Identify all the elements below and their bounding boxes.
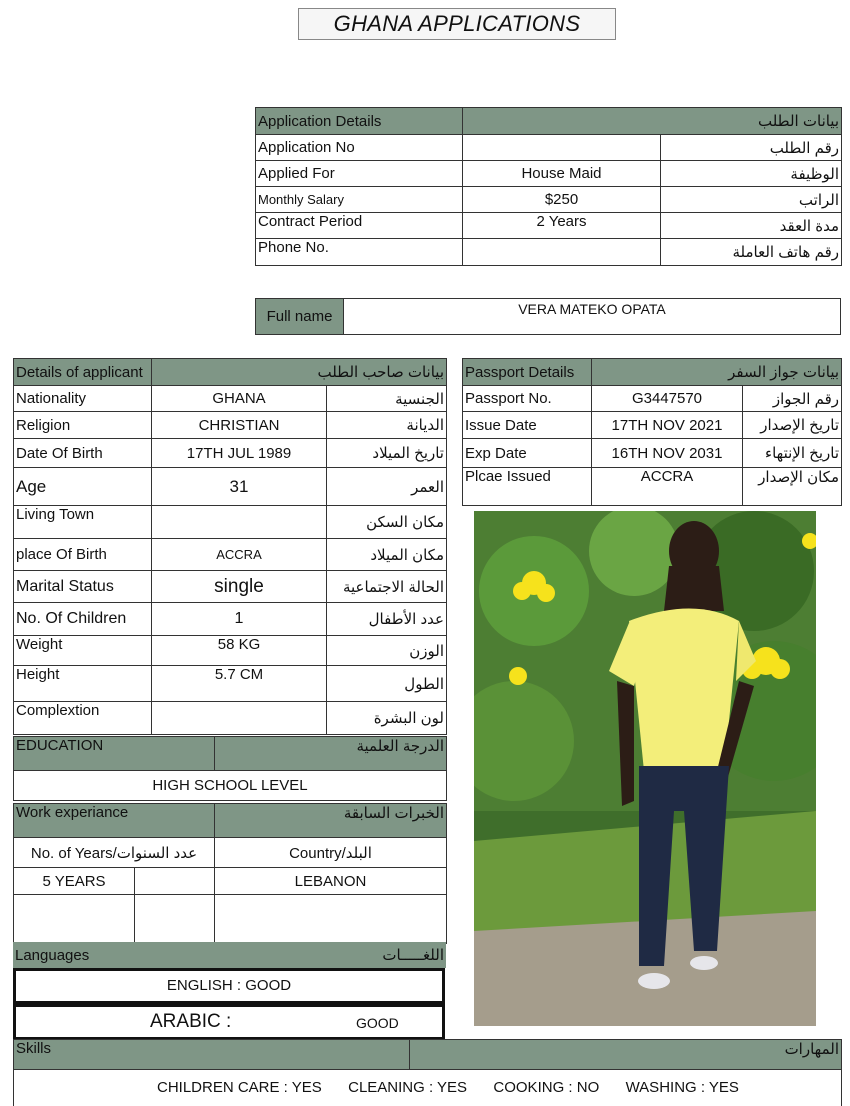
applied-for-label: Applied For (256, 161, 463, 187)
age-value: 31 (152, 468, 327, 506)
work-years-header: No. of Years/عدد السنوات (14, 838, 215, 868)
complexion-label: Complextion (14, 702, 152, 735)
person-photo-icon (474, 511, 816, 1026)
work-country-header: Country/البلد (215, 838, 447, 868)
skills-label: Skills (14, 1040, 410, 1070)
languages-label: Languages (15, 946, 90, 964)
full-name-value: VERA MATEKO OPATA (518, 301, 666, 317)
monthly-salary-value: $250 (463, 187, 661, 213)
height-value: 5.7 CM (152, 666, 327, 702)
work-empty-cell (215, 895, 447, 944)
nationality-label-ar: الجنسية (327, 386, 447, 412)
age-label: Age (14, 468, 152, 506)
passport-header: Passport Details (463, 359, 592, 386)
religion-label: Religion (14, 412, 152, 439)
issue-date-label-ar: تاريخ الإصدار (743, 412, 842, 439)
work-empty-cell (135, 868, 215, 895)
exp-date-value: 16TH NOV 2031 (592, 439, 743, 468)
passport-details-table (462, 358, 842, 506)
living-town-value (152, 506, 327, 539)
full-name-row (255, 298, 841, 335)
full-name-label: Full name (256, 299, 344, 334)
work-empty-cell (135, 895, 215, 944)
dob-value: 17TH JUL 1989 (152, 439, 327, 468)
monthly-salary-label: Monthly Salary (256, 187, 463, 213)
marital-status-label: Marital Status (14, 571, 152, 603)
application-no-label-ar: رقم الطلب (661, 135, 842, 161)
place-of-birth-value: ACCRA (152, 539, 327, 571)
weight-label-ar: الوزن (327, 636, 447, 666)
dob-label-ar: تاريخ الميلاد (327, 439, 447, 468)
religion-label-ar: الديانة (327, 412, 447, 439)
height-label: Height (14, 666, 152, 702)
passport-no-label: Passport No. (463, 386, 592, 412)
contract-period-label-ar: مدة العقد (661, 213, 842, 239)
arabic-label: ARABIC : (150, 1011, 232, 1032)
work-empty-cell (14, 895, 135, 944)
phone-value (463, 239, 661, 266)
contract-period-label: Contract Period (256, 213, 463, 239)
nationality-value: GHANA (152, 386, 327, 412)
work-years-value: 5 YEARS (14, 868, 135, 895)
skills-table (13, 1039, 842, 1106)
application-header-ar: بيانات الطلب (463, 108, 842, 135)
work-experience-table (13, 803, 447, 944)
phone-label-ar: رقم هاتف العاملة (661, 239, 842, 266)
exp-date-label: Exp Date (463, 439, 592, 468)
work-country-value: LEBANON (215, 868, 447, 895)
living-town-label: Living Town (14, 506, 152, 539)
applicant-photo (474, 511, 816, 1026)
children-value: 1 (152, 603, 327, 636)
contract-period-value: 2 Years (463, 213, 661, 239)
skills-list (14, 1070, 842, 1106)
languages-header (13, 942, 446, 968)
children-label-ar: عدد الأطفال (327, 603, 447, 636)
skill-washing: WASHING : YES (625, 1079, 739, 1097)
skills-label-ar: المهارات (410, 1040, 842, 1070)
arabic-level-row (13, 1004, 445, 1040)
age-label-ar: العمر (327, 468, 447, 506)
living-town-label-ar: مكان السكن (327, 506, 447, 539)
education-label: EDUCATION (14, 737, 215, 771)
skill-cooking: COOKING : NO (493, 1079, 600, 1097)
marital-status-label-ar: الحالة الاجتماعية (327, 571, 447, 603)
applicant-header: Details of applicant (14, 359, 152, 386)
place-of-birth-label-ar: مكان الميلاد (327, 539, 447, 571)
children-label: No. Of Children (14, 603, 152, 636)
weight-value: 58 KG (152, 636, 327, 666)
religion-value: CHRISTIAN (152, 412, 327, 439)
weight-label: Weight (14, 636, 152, 666)
passport-no-value: G3447570 (592, 386, 743, 412)
applied-for-value: House Maid (463, 161, 661, 187)
education-label-ar: الدرجة العلمية (215, 737, 447, 771)
complexion-value (152, 702, 327, 735)
languages-label-ar: اللغـــــات (382, 947, 444, 964)
page-title: GHANA APPLICATIONS (298, 8, 616, 40)
application-no-value (463, 135, 661, 161)
applicant-details-table (13, 358, 447, 735)
application-no-label: Application No (256, 135, 463, 161)
work-label: Work experiance (14, 804, 215, 838)
place-issued-value: ACCRA (592, 468, 743, 506)
place-issued-label: Plcae Issued (463, 468, 592, 506)
exp-date-label-ar: تاريخ الإنتهاء (743, 439, 842, 468)
application-header: Application Details (256, 108, 463, 135)
marital-status-value: single (152, 571, 327, 603)
applicant-header-ar: بيانات صاحب الطلب (152, 359, 447, 386)
dob-label: Date Of Birth (14, 439, 152, 468)
issue-date-label: Issue Date (463, 412, 592, 439)
place-issued-label-ar: مكان الإصدار (743, 468, 842, 506)
education-table (13, 736, 447, 801)
complexion-label-ar: لون البشرة (327, 702, 447, 735)
application-details-table (255, 107, 842, 266)
education-value: HIGH SCHOOL LEVEL (14, 771, 447, 801)
skill-children-care: CHILDREN CARE : YES (157, 1079, 322, 1097)
phone-label: Phone No. (256, 239, 463, 266)
height-label-ar: الطول (327, 666, 447, 702)
arabic-value: GOOD (356, 1015, 399, 1031)
applied-for-label-ar: الوظيفة (661, 161, 842, 187)
nationality-label: Nationality (14, 386, 152, 412)
passport-no-label-ar: رقم الجواز (743, 386, 842, 412)
monthly-salary-label-ar: الراتب (661, 187, 842, 213)
passport-header-ar: بيانات جواز السفر (592, 359, 842, 386)
skill-cleaning: CLEANING : YES (348, 1079, 468, 1097)
place-of-birth-label: place Of Birth (14, 539, 152, 571)
issue-date-value: 17TH NOV 2021 (592, 412, 743, 439)
work-label-ar: الخبرات السابقة (215, 804, 447, 838)
english-level: ENGLISH : GOOD (13, 968, 445, 1004)
